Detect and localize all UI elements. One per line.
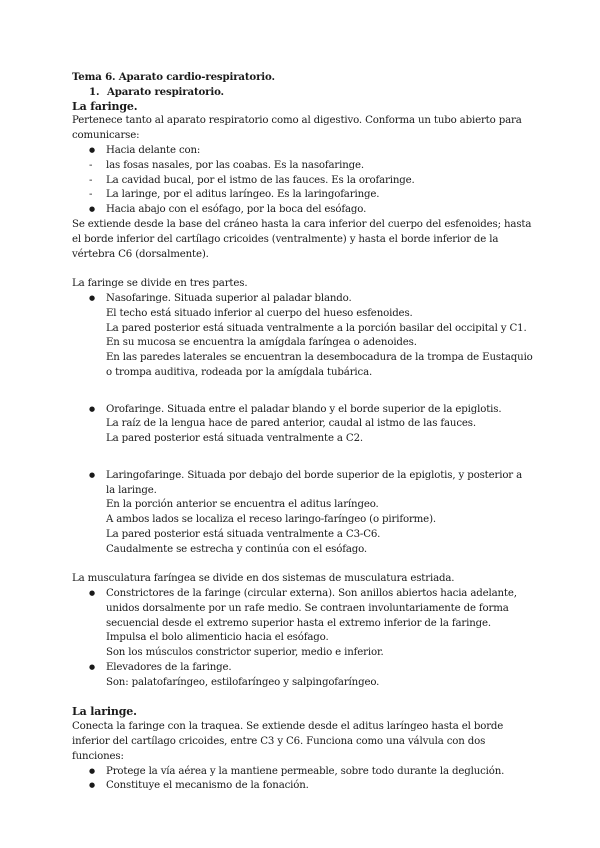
bullet-icon bbox=[89, 403, 101, 418]
laringofaringe-line: En la porción anterior se encuentra el aditus laríngeo. bbox=[106, 499, 379, 511]
section-heading bbox=[72, 85, 534, 100]
nasofaringe-line: El techo está situado inferior al cuerpo del hueso esfenoides. bbox=[106, 307, 413, 319]
list-item: - las fosas nasales, por las coabas. Es la nasofaringe. bbox=[72, 159, 534, 174]
musculatura-list bbox=[72, 587, 534, 646]
faringe-divides: La faringe se divide en tres partes. bbox=[72, 278, 248, 290]
nasofaringe-line: En las paredes laterales se encuentran la desembocadura de la trompa de Eustaquio o trompa auditiva, rodeada por la amígdala tubárica. bbox=[106, 352, 533, 378]
list-item: ● Elevadores de la faringe. bbox=[72, 661, 534, 676]
laringe-functions-list bbox=[72, 765, 534, 795]
list-item: ● Protege la vía aérea y la mantiene permeable, sobre todo durante la deglución. bbox=[72, 765, 534, 780]
orofaringe-line: La raíz de la lengua hace de pared anterior, caudal al istmo de las fauces. bbox=[106, 418, 476, 430]
laringofaringe-line: Caudalmente se estrecha y continúa con el esófago. bbox=[106, 543, 368, 555]
laringofaringe-section bbox=[72, 469, 534, 499]
faringe-connections-list bbox=[72, 144, 534, 218]
laringofaringe-line: La pared posterior está situada ventralmente a C3-C6. bbox=[106, 528, 381, 540]
faringe-intro: Pertenece tanto al aparato respiratorio como al digestivo. Conforma un tubo abierto para comunicarse: bbox=[72, 115, 522, 142]
elevadores-list bbox=[72, 661, 534, 676]
bullet-icon bbox=[89, 779, 101, 794]
faringe-heading: La faringe. bbox=[72, 99, 138, 113]
document-title: Tema 6. Aparato cardio-respiratorio. bbox=[72, 71, 275, 83]
list-item: ● Constituye el mecanismo de la fonación. bbox=[72, 779, 534, 794]
musculatura-intro: La musculatura faríngea se divide en dos sistemas de musculatura estriada. bbox=[72, 573, 455, 585]
bullet-icon bbox=[89, 144, 101, 159]
bullet-icon bbox=[89, 203, 101, 218]
faringe-extent: Se extiende desde la base del cráneo hasta la cara inferior del cuerpo del esfenoides; hasta el borde inferior del cartílago cricoides (ventralmente) y hasta el borde inferior de la vértebra C6 (dorsalmente). bbox=[72, 218, 532, 260]
list-item: ● Orofaringe. Situada entre el paladar blando y el borde superior de la epiglotis. bbox=[72, 403, 534, 418]
section-title: Aparato respiratorio. bbox=[107, 85, 224, 98]
bullet-icon bbox=[89, 661, 101, 676]
dash-icon bbox=[89, 159, 101, 174]
section-number: 1. bbox=[89, 85, 100, 98]
bullet-icon bbox=[89, 765, 101, 780]
nasofaringe-line: En su mucosa se encuentra la amígdala faríngea o adenoides. bbox=[106, 337, 417, 349]
bullet-icon bbox=[89, 469, 101, 484]
orofaringe-line: La pared posterior está situada ventralmente a C2. bbox=[106, 433, 363, 445]
list-item: ● Nasofaringe. Situada superior al paladar blando. bbox=[72, 292, 534, 307]
nasofaringe-line: La pared posterior está situada ventralmente a la porción basilar del occipital y C1. bbox=[106, 322, 527, 334]
bullet-icon bbox=[89, 587, 101, 602]
bullet-icon bbox=[89, 292, 101, 307]
laringe-heading: La laringe. bbox=[72, 705, 137, 719]
constrictores-line: Son los músculos constrictor superior, medio e inferior. bbox=[106, 647, 384, 659]
list-item: - La laringe, por el aditus laríngeo. Es la laringofaringe. bbox=[72, 188, 534, 203]
laringe-intro: Conecta la faringe con la traquea. Se extiende desde el aditus laríngeo hasta el borde inferior del cartílago cricoides, entre C3 y C6. Funciona como una válvula con dos funciones: bbox=[72, 721, 504, 762]
dash-icon bbox=[89, 174, 101, 189]
orofaringe-section bbox=[72, 403, 534, 418]
list-item: ● Laringofaringe. Situada por debajo del borde superior de la epiglotis, y posterior a la laringe. bbox=[72, 469, 534, 499]
list-item: ● Constrictores de la faringe (circular externa). Son anillos abiertos hacia adelante, unidos dorsalmente por un rafe medio. Se contraen involuntariamente de forma secuencial desde el extremo superior hasta el extremo inferior de la faringe. Impulsa el bolo alimenticio hacia el esófago. bbox=[72, 587, 534, 646]
document-page bbox=[72, 70, 534, 794]
elevadores-line: Son: palatofaríngeo, estilofaríngeo y salpingofaríngeo. bbox=[106, 676, 380, 688]
list-item: ● Hacia delante con: bbox=[72, 144, 534, 159]
dash-icon bbox=[89, 188, 101, 203]
list-item: ● Hacia abajo con el esófago, por la boca del esófago. bbox=[72, 203, 534, 218]
list-item: - La cavidad bucal, por el istmo de las fauces. Es la orofaringe. bbox=[72, 174, 534, 189]
laringofaringe-line: A ambos lados se localiza el receso laringo-faríngeo (o piriforme). bbox=[106, 514, 436, 526]
nasofaringe-section bbox=[72, 292, 534, 307]
